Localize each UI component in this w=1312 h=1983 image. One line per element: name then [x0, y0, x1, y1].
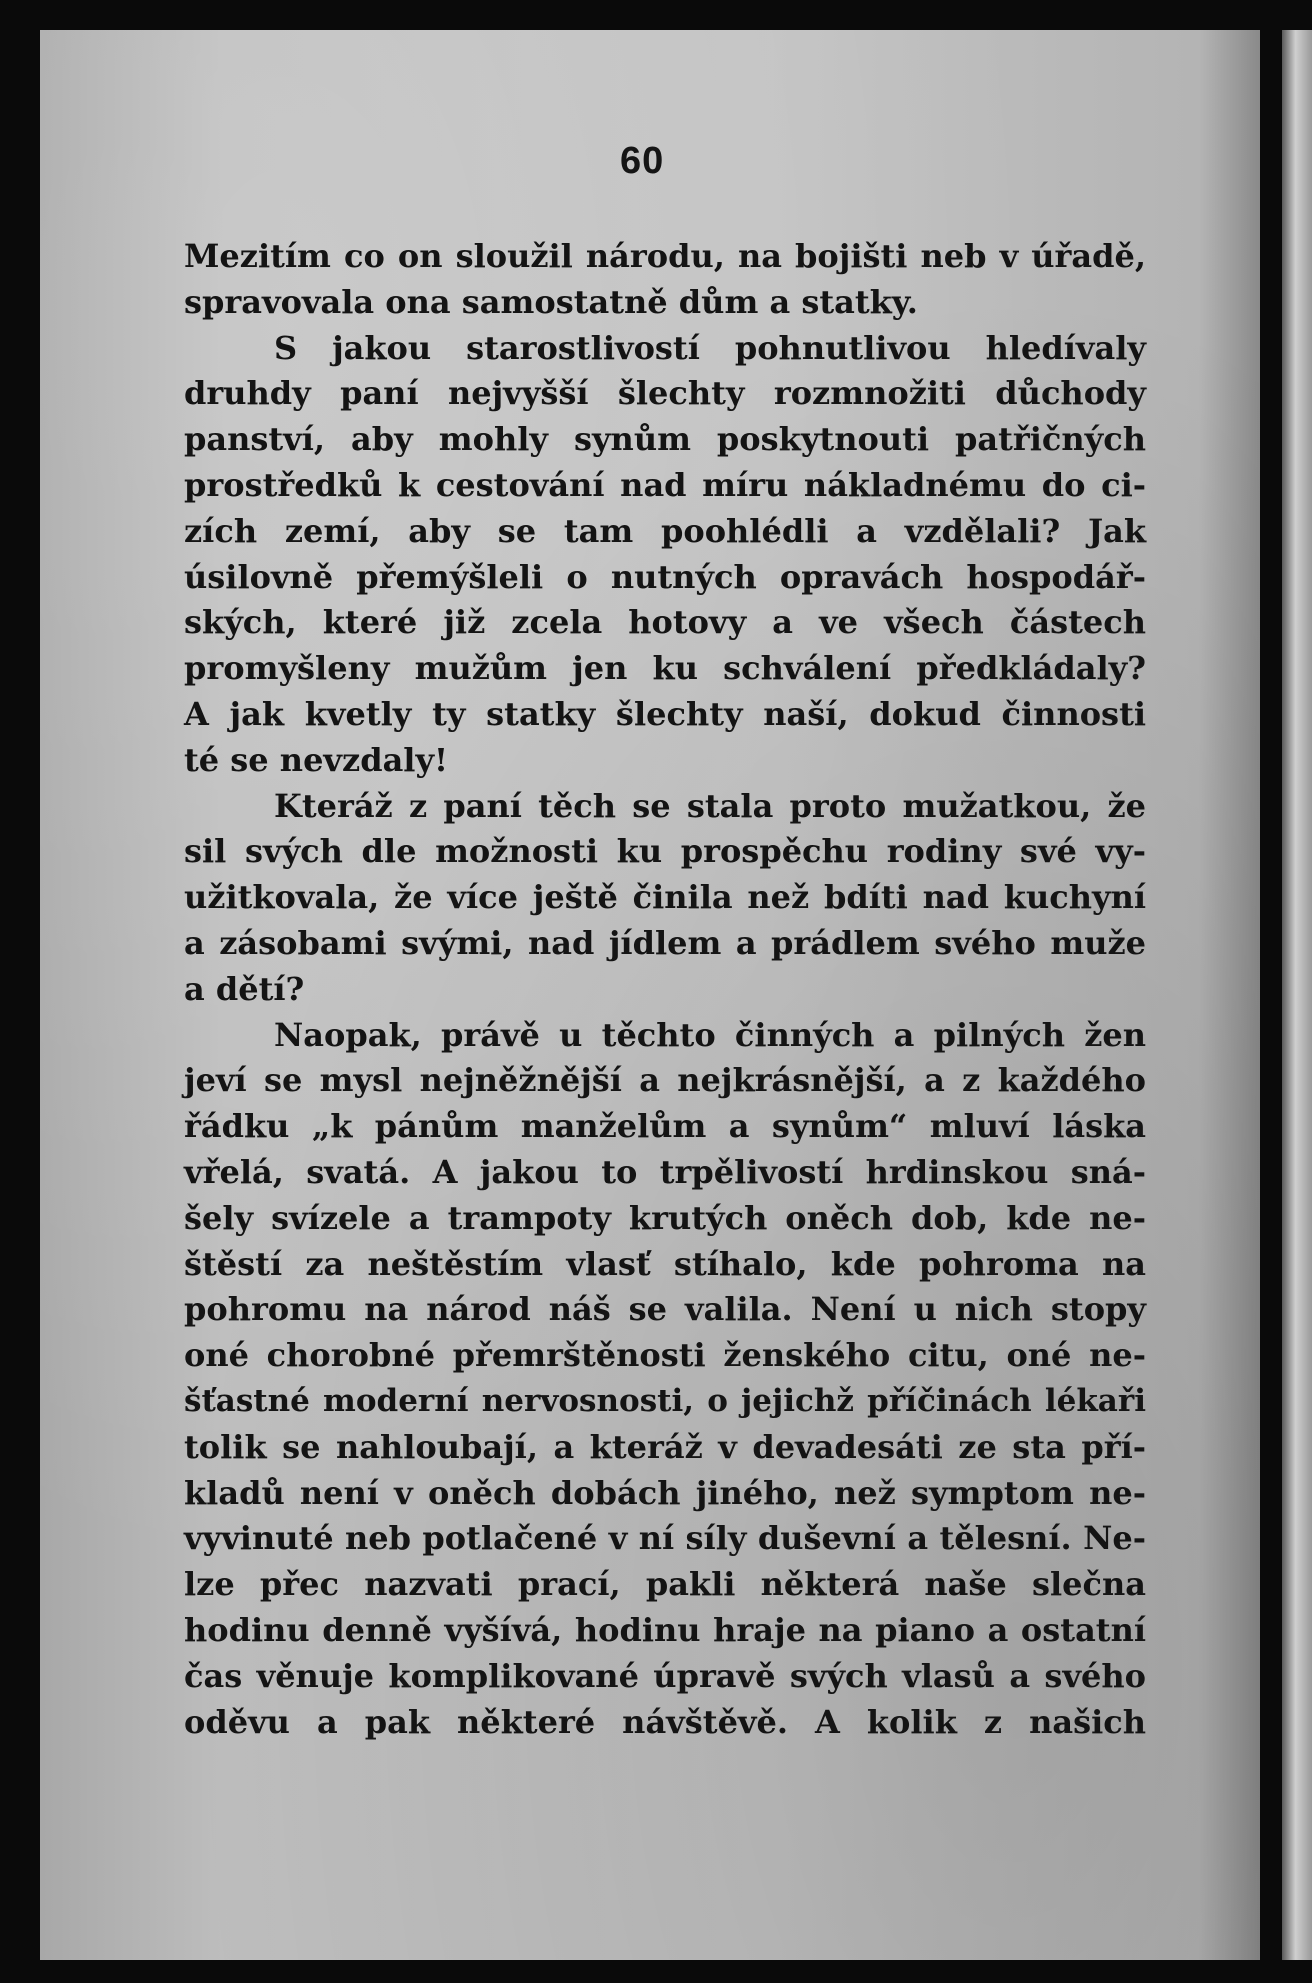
text-line: řádku „k pánům manželům a synům“ mluví láska: [184, 1107, 1146, 1146]
text-line: štěstí za neštěstím vlasť stíhalo, kde pohroma na: [184, 1244, 1146, 1283]
text-line: Naopak, právě u těchto činných a pilných žen: [274, 1015, 1146, 1054]
text-line: oděvu a pak některé návštěvě. A kolik z našich: [184, 1702, 1146, 1741]
text-line: jeví se mysl nejněžnější a nejkrásnější, a z každého: [184, 1061, 1146, 1100]
text-line: oné chorobné přemrštěnosti ženského citu, oné ne-: [184, 1336, 1146, 1375]
text-line: pohromu na národ náš se valila. Není u nich stopy: [184, 1290, 1146, 1329]
text-line: zích zemí, aby se tam poohlédli a vzdělali? Jak: [184, 511, 1146, 550]
text-line: panství, aby mohly synům poskytnouti patřičných: [184, 420, 1146, 459]
text-line: čas věnuje komplikované úpravě svých vlasů a svého: [184, 1656, 1146, 1695]
body-text: [184, 234, 1146, 1745]
text-line: a zásobami svými, nad jídlem a prádlem svého muže: [184, 923, 1146, 962]
adjacent-page-edge: [1282, 30, 1312, 1960]
text-line: úsilovně přemýšleli o nutných opravách hospodář-: [184, 557, 1146, 596]
text-line: tolik se nahloubají, a kteráž v devadesáti ze sta pří-: [184, 1427, 1146, 1466]
text-line: druhdy paní nejvyšší šlechty rozmnožiti důchody: [184, 374, 1146, 413]
text-line: vyvinuté neb potlačené v ní síly duševní a tělesní. Ne-: [184, 1519, 1146, 1558]
text-line: vřelá, svatá. A jakou to trpělivostí hrdinskou sná-: [184, 1152, 1146, 1191]
page-number: 60: [620, 140, 665, 182]
text-line: S jakou starostlivostí pohnutlivou hledívaly: [274, 328, 1146, 367]
text-line: Mezitím co on sloužil národu, na bojišti neb v úřadě,: [184, 237, 1146, 275]
text-line: té se nevzdaly!: [184, 740, 449, 779]
text-line: kladů není v oněch dobách jiného, než symptom ne-: [184, 1473, 1146, 1512]
text-line: hodinu denně vyšívá, hodinu hraje na piano a ostatní: [184, 1610, 1146, 1649]
text-line: prostředků k cestování nad míru nákladnému do ci-: [184, 465, 1146, 504]
text-line: užitkovala, že více ještě činila než bdíti nad kuchyní: [184, 878, 1146, 917]
text-line: A jak kvetly ty statky šlechty naší, dokud činnosti: [184, 694, 1146, 733]
text-line: promyšleny mužům jen ku schválení předkládaly?: [184, 649, 1146, 688]
text-line: spravovala ona samostatně dům a statky.: [184, 282, 918, 321]
text-line: ských, které již zcela hotovy a ve všech částech: [184, 603, 1146, 642]
text-line: sil svých dle možnosti ku prospěchu rodiny své vy-: [184, 832, 1146, 871]
text-line: šťastné moderní nervosnosti, o jejichž příčinách lékaři: [184, 1382, 1146, 1419]
text-line: lze přec nazvati prací, pakli některá naše slečna: [184, 1565, 1146, 1604]
text-line: šely svízele a trampoty krutých oněch dob, kde ne-: [184, 1198, 1146, 1237]
text-line: Kteráž z paní těch se stala proto mužatkou, že: [274, 786, 1146, 825]
text-line: a dětí?: [184, 969, 305, 1008]
